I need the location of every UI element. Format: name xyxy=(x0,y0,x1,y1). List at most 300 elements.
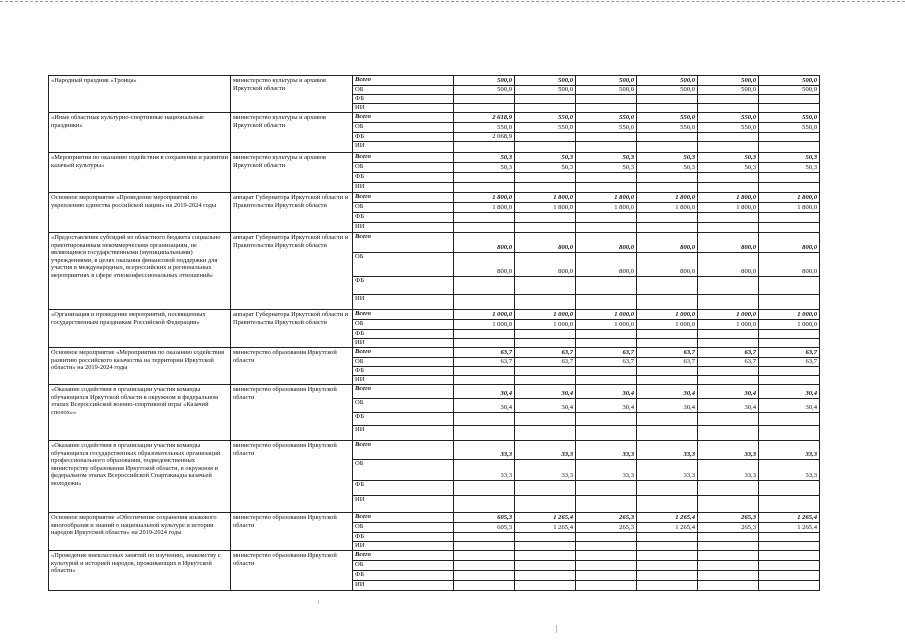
amount-cell-year-2: 63,7 xyxy=(515,348,576,358)
amount-cell-year-4 xyxy=(637,426,698,441)
measure-name-cell: «Оказание содействия в организации участия команды обучающихся Иркутской области в окружном и федеральном этапах Всероссийской военно-спортивной игры «Казачий сполох»» xyxy=(49,385,231,441)
funding-source-cell: ИИ xyxy=(353,142,454,153)
amount-cell-year-3 xyxy=(576,496,637,513)
amount-cell-year-2 xyxy=(515,481,576,496)
amount-cell-year-6: 30,4 xyxy=(759,399,820,413)
amount-cell-year-6: 500,0 xyxy=(759,86,820,95)
amount-cell-year-5: 550,0 xyxy=(698,123,759,133)
amount-cell-year-3: 63,7 xyxy=(576,348,637,358)
amount-cell-year-5: 265,3 xyxy=(698,523,759,533)
amount-cell-year-2: 63,7 xyxy=(515,358,576,367)
funding-source-cell: ОБ xyxy=(353,399,454,413)
amount-cell-year-2 xyxy=(515,104,576,113)
amount-cell-year-2 xyxy=(515,213,576,223)
funding-source-cell: ИИ xyxy=(353,426,454,441)
table-row xyxy=(49,348,820,358)
amount-cell-year-1: 500,0 xyxy=(454,76,515,86)
funding-source-cell: Всего xyxy=(353,310,454,320)
amount-cell-year-6 xyxy=(759,413,820,426)
amount-cell-year-5 xyxy=(698,376,759,385)
amount-cell-year-2: 1 265,4 xyxy=(515,523,576,533)
funding-source-cell: ИИ xyxy=(353,223,454,233)
amount-cell-year-5: 500,0 xyxy=(698,86,759,95)
amount-cell-year-1 xyxy=(454,142,515,153)
amount-cell-year-5 xyxy=(698,142,759,153)
table-row xyxy=(49,551,820,561)
amount-cell-year-4 xyxy=(637,561,698,571)
amount-cell-year-5: 33,3 xyxy=(698,460,759,481)
executor-cell: аппарат Губернатора Иркутской области и Правительства Иркутской области xyxy=(231,233,353,310)
amount-cell-year-5: 800,0 xyxy=(698,233,759,253)
table-row xyxy=(49,153,820,163)
executor-cell: министерство образования Иркутской области xyxy=(231,441,353,513)
amount-cell-year-1: 63,7 xyxy=(454,348,515,358)
amount-cell-year-1 xyxy=(454,339,515,348)
amount-cell-year-4 xyxy=(637,295,698,310)
amount-cell-year-2: 1 000,0 xyxy=(515,310,576,320)
amount-cell-year-2 xyxy=(515,542,576,551)
amount-cell-year-3: 1 800,0 xyxy=(576,203,637,213)
amount-cell-year-3: 1 000,0 xyxy=(576,320,637,330)
amount-cell-year-5 xyxy=(698,173,759,183)
amount-cell-year-3: 265,3 xyxy=(576,523,637,533)
amount-cell-year-5: 265,3 xyxy=(698,513,759,523)
amount-cell-year-1 xyxy=(454,542,515,551)
amount-cell-year-6: 30,4 xyxy=(759,385,820,399)
executor-cell: аппарат Губернатора Иркутской области и Правительства Иркутской области xyxy=(231,193,353,233)
amount-cell-year-4 xyxy=(637,330,698,339)
amount-cell-year-4 xyxy=(637,376,698,385)
amount-cell-year-4 xyxy=(637,95,698,104)
funding-source-cell: ИИ xyxy=(353,542,454,551)
amount-cell-year-6 xyxy=(759,223,820,233)
funding-source-cell: ИИ xyxy=(353,496,454,513)
funding-source-cell: Всего xyxy=(353,385,454,399)
amount-cell-year-3: 33,3 xyxy=(576,441,637,460)
amount-cell-year-5 xyxy=(698,496,759,513)
amount-cell-year-3: 50,3 xyxy=(576,163,637,173)
funding-source-cell: Всего xyxy=(353,513,454,523)
amount-cell-year-2: 1 800,0 xyxy=(515,203,576,213)
amount-cell-year-1: 33,3 xyxy=(454,460,515,481)
amount-cell-year-5 xyxy=(698,561,759,571)
amount-cell-year-6 xyxy=(759,581,820,591)
amount-cell-year-1 xyxy=(454,481,515,496)
amount-cell-year-1 xyxy=(454,183,515,193)
amount-cell-year-6 xyxy=(759,571,820,581)
amount-cell-year-3 xyxy=(576,277,637,295)
amount-cell-year-2 xyxy=(515,367,576,376)
amount-cell-year-6: 1 800,0 xyxy=(759,203,820,213)
amount-cell-year-6 xyxy=(759,295,820,310)
amount-cell-year-4 xyxy=(637,277,698,295)
amount-cell-year-5 xyxy=(698,223,759,233)
scan-edge-line xyxy=(0,1,905,2)
amount-cell-year-1: 1 000,0 xyxy=(454,320,515,330)
funding-source-cell: ОБ xyxy=(353,253,454,277)
amount-cell-year-3: 800,0 xyxy=(576,253,637,277)
amount-cell-year-6 xyxy=(759,426,820,441)
amount-cell-year-6: 33,3 xyxy=(759,460,820,481)
amount-cell-year-4: 1 800,0 xyxy=(637,193,698,203)
amount-cell-year-4 xyxy=(637,533,698,542)
amount-cell-year-4 xyxy=(637,496,698,513)
funding-source-cell: ФБ xyxy=(353,95,454,104)
funding-source-cell: Всего xyxy=(353,113,454,123)
amount-cell-year-1: 30,4 xyxy=(454,399,515,413)
amount-cell-year-5 xyxy=(698,213,759,223)
amount-cell-year-3 xyxy=(576,133,637,142)
amount-cell-year-4: 800,0 xyxy=(637,253,698,277)
amount-cell-year-1 xyxy=(454,376,515,385)
executor-cell: министерство культуры и архивов Иркутской области xyxy=(231,113,353,153)
amount-cell-year-3 xyxy=(576,533,637,542)
amount-cell-year-3 xyxy=(576,295,637,310)
amount-cell-year-4: 550,0 xyxy=(637,113,698,123)
amount-cell-year-3: 265,3 xyxy=(576,513,637,523)
funding-table-container xyxy=(48,75,819,591)
amount-cell-year-4: 1 800,0 xyxy=(637,203,698,213)
executor-cell: министерство культуры и архивов Иркутской области xyxy=(231,76,353,113)
amount-cell-year-6 xyxy=(759,104,820,113)
amount-cell-year-5: 30,4 xyxy=(698,385,759,399)
amount-cell-year-6 xyxy=(759,213,820,223)
amount-cell-year-1: 1 000,0 xyxy=(454,310,515,320)
funding-table xyxy=(48,75,820,591)
amount-cell-year-4: 30,4 xyxy=(637,399,698,413)
amount-cell-year-3 xyxy=(576,376,637,385)
amount-cell-year-5: 1 800,0 xyxy=(698,203,759,213)
amount-cell-year-1: 30,4 xyxy=(454,385,515,399)
funding-source-cell: ФБ xyxy=(353,481,454,496)
amount-cell-year-1 xyxy=(454,173,515,183)
amount-cell-year-3 xyxy=(576,223,637,233)
executor-cell: министерство культуры и архивов Иркутской области xyxy=(231,153,353,193)
measure-name-cell: Основное мероприятие «Мероприятия по оказанию содействия развитию российского казачества на территории Иркутской области» на 2019-2024 годы xyxy=(49,348,231,385)
measure-name-cell: «Организация и проведение мероприятий, посвященных государственным праздникам Российской Федерации» xyxy=(49,310,231,348)
amount-cell-year-5 xyxy=(698,183,759,193)
amount-cell-year-3: 550,0 xyxy=(576,123,637,133)
amount-cell-year-4: 500,0 xyxy=(637,86,698,95)
funding-source-cell: ОБ xyxy=(353,523,454,533)
funding-source-cell: ИИ xyxy=(353,295,454,310)
funding-source-cell: ФБ xyxy=(353,173,454,183)
table-row xyxy=(49,441,820,460)
amount-cell-year-5: 33,3 xyxy=(698,441,759,460)
funding-source-cell: ОБ xyxy=(353,358,454,367)
amount-cell-year-2 xyxy=(515,339,576,348)
amount-cell-year-1: 500,0 xyxy=(454,86,515,95)
amount-cell-year-4: 50,3 xyxy=(637,153,698,163)
amount-cell-year-6: 63,7 xyxy=(759,348,820,358)
amount-cell-year-2 xyxy=(515,426,576,441)
funding-source-cell: ИИ xyxy=(353,183,454,193)
amount-cell-year-2: 800,0 xyxy=(515,253,576,277)
amount-cell-year-6 xyxy=(759,551,820,561)
amount-cell-year-6: 800,0 xyxy=(759,253,820,277)
amount-cell-year-6 xyxy=(759,142,820,153)
amount-cell-year-3 xyxy=(576,183,637,193)
amount-cell-year-6 xyxy=(759,339,820,348)
amount-cell-year-1: 605,3 xyxy=(454,513,515,523)
amount-cell-year-2 xyxy=(515,95,576,104)
funding-source-cell: ОБ xyxy=(353,203,454,213)
measure-name-cell: «Оказание содействия в организации участия команды обучающихся государственных образовательных организаций профессионального образования, подведомственных министерству образования Иркутской области, в окружном и федеральном этапах Всероссийской Спартакиады казачьей молодежи» xyxy=(49,441,231,513)
amount-cell-year-4: 1 000,0 xyxy=(637,320,698,330)
funding-source-cell: ФБ xyxy=(353,277,454,295)
amount-cell-year-6: 800,0 xyxy=(759,233,820,253)
amount-cell-year-3: 30,4 xyxy=(576,399,637,413)
amount-cell-year-5 xyxy=(698,133,759,142)
amount-cell-year-5 xyxy=(698,295,759,310)
funding-source-cell: ОБ xyxy=(353,163,454,173)
amount-cell-year-2 xyxy=(515,133,576,142)
amount-cell-year-1 xyxy=(454,561,515,571)
amount-cell-year-3 xyxy=(576,561,637,571)
amount-cell-year-1: 33,3 xyxy=(454,441,515,460)
amount-cell-year-5: 1 000,0 xyxy=(698,320,759,330)
funding-source-cell: ФБ xyxy=(353,533,454,542)
amount-cell-year-4 xyxy=(637,413,698,426)
amount-cell-year-2 xyxy=(515,173,576,183)
amount-cell-year-4 xyxy=(637,367,698,376)
amount-cell-year-3 xyxy=(576,481,637,496)
amount-cell-year-3: 1 000,0 xyxy=(576,310,637,320)
amount-cell-year-3: 500,0 xyxy=(576,76,637,86)
amount-cell-year-2 xyxy=(515,551,576,561)
amount-cell-year-6 xyxy=(759,183,820,193)
amount-cell-year-4 xyxy=(637,183,698,193)
measure-name-cell: «Иные областные культурно-спортивные национальные праздники» xyxy=(49,113,231,153)
amount-cell-year-5 xyxy=(698,533,759,542)
amount-cell-year-6 xyxy=(759,95,820,104)
amount-cell-year-1 xyxy=(454,95,515,104)
scan-speck xyxy=(556,625,557,633)
amount-cell-year-2 xyxy=(515,142,576,153)
amount-cell-year-5 xyxy=(698,581,759,591)
amount-cell-year-5 xyxy=(698,413,759,426)
amount-cell-year-3: 550,0 xyxy=(576,113,637,123)
amount-cell-year-4: 50,3 xyxy=(637,163,698,173)
amount-cell-year-5 xyxy=(698,426,759,441)
executor-cell: министерство образования Иркутской области xyxy=(231,348,353,385)
funding-source-cell: ФБ xyxy=(353,213,454,223)
funding-source-cell: ОБ xyxy=(353,123,454,133)
amount-cell-year-4: 1 000,0 xyxy=(637,310,698,320)
amount-cell-year-2: 1 000,0 xyxy=(515,320,576,330)
amount-cell-year-6: 33,3 xyxy=(759,441,820,460)
amount-cell-year-4: 33,3 xyxy=(637,441,698,460)
funding-source-cell: ФБ xyxy=(353,413,454,426)
amount-cell-year-1 xyxy=(454,496,515,513)
funding-source-cell: ФБ xyxy=(353,330,454,339)
amount-cell-year-2: 33,3 xyxy=(515,441,576,460)
amount-cell-year-3 xyxy=(576,413,637,426)
amount-cell-year-3 xyxy=(576,581,637,591)
amount-cell-year-6 xyxy=(759,533,820,542)
amount-cell-year-1: 50,3 xyxy=(454,153,515,163)
amount-cell-year-4: 1 265,4 xyxy=(637,513,698,523)
amount-cell-year-5: 63,7 xyxy=(698,358,759,367)
amount-cell-year-6: 1 000,0 xyxy=(759,320,820,330)
amount-cell-year-6: 500,0 xyxy=(759,76,820,86)
amount-cell-year-1: 550,0 xyxy=(454,123,515,133)
funding-source-cell: ИИ xyxy=(353,376,454,385)
amount-cell-year-6: 63,7 xyxy=(759,358,820,367)
amount-cell-year-1: 2 068,9 xyxy=(454,133,515,142)
funding-source-cell: ФБ xyxy=(353,367,454,376)
amount-cell-year-4: 33,3 xyxy=(637,460,698,481)
amount-cell-year-2 xyxy=(515,295,576,310)
amount-cell-year-6 xyxy=(759,561,820,571)
amount-cell-year-2 xyxy=(515,413,576,426)
amount-cell-year-4: 1 265,4 xyxy=(637,523,698,533)
amount-cell-year-6 xyxy=(759,481,820,496)
table-row xyxy=(49,233,820,253)
amount-cell-year-2: 33,3 xyxy=(515,460,576,481)
amount-cell-year-6 xyxy=(759,496,820,513)
amount-cell-year-4 xyxy=(637,142,698,153)
amount-cell-year-1 xyxy=(454,223,515,233)
amount-cell-year-2 xyxy=(515,561,576,571)
amount-cell-year-5 xyxy=(698,339,759,348)
funding-source-cell: Всего xyxy=(353,153,454,163)
amount-cell-year-6: 550,0 xyxy=(759,113,820,123)
funding-source-cell: ИИ xyxy=(353,581,454,591)
amount-cell-year-1 xyxy=(454,213,515,223)
amount-cell-year-3: 30,4 xyxy=(576,385,637,399)
amount-cell-year-2: 30,4 xyxy=(515,399,576,413)
amount-cell-year-5 xyxy=(698,571,759,581)
amount-cell-year-3 xyxy=(576,142,637,153)
amount-cell-year-6 xyxy=(759,330,820,339)
amount-cell-year-1: 2 618,9 xyxy=(454,113,515,123)
amount-cell-year-4 xyxy=(637,481,698,496)
amount-cell-year-3 xyxy=(576,571,637,581)
amount-cell-year-2 xyxy=(515,581,576,591)
amount-cell-year-2 xyxy=(515,223,576,233)
amount-cell-year-5 xyxy=(698,330,759,339)
measure-name-cell: «Мероприятия по оказанию содействия в сохранении и развитии казачьей культуры» xyxy=(49,153,231,193)
amount-cell-year-5: 30,4 xyxy=(698,399,759,413)
amount-cell-year-5 xyxy=(698,481,759,496)
amount-cell-year-1 xyxy=(454,551,515,561)
amount-cell-year-5: 550,0 xyxy=(698,113,759,123)
amount-cell-year-5: 63,7 xyxy=(698,348,759,358)
amount-cell-year-2: 1 800,0 xyxy=(515,193,576,203)
amount-cell-year-2 xyxy=(515,496,576,513)
funding-source-cell: ФБ xyxy=(353,571,454,581)
amount-cell-year-1 xyxy=(454,330,515,339)
amount-cell-year-1 xyxy=(454,581,515,591)
measure-name-cell: Основное мероприятие «Обеспечение сохранения языкового многообразия и знаний о национальной культуре и истории народов Иркутской области» на 2019-2024 годы xyxy=(49,513,231,551)
amount-cell-year-5 xyxy=(698,277,759,295)
amount-cell-year-2 xyxy=(515,533,576,542)
amount-cell-year-1 xyxy=(454,104,515,113)
amount-cell-year-2: 800,0 xyxy=(515,233,576,253)
amount-cell-year-1 xyxy=(454,571,515,581)
amount-cell-year-3: 33,3 xyxy=(576,460,637,481)
amount-cell-year-1: 800,0 xyxy=(454,233,515,253)
amount-cell-year-3 xyxy=(576,104,637,113)
measure-name-cell: «Проведение внеклассных занятий по изучению, знакомству с культурой и историей народов, проживающих в Иркутской области» xyxy=(49,551,231,591)
amount-cell-year-2 xyxy=(515,376,576,385)
amount-cell-year-4 xyxy=(637,213,698,223)
amount-cell-year-5: 50,3 xyxy=(698,153,759,163)
amount-cell-year-3 xyxy=(576,95,637,104)
amount-cell-year-6 xyxy=(759,542,820,551)
amount-cell-year-3: 50,3 xyxy=(576,153,637,163)
amount-cell-year-1 xyxy=(454,277,515,295)
amount-cell-year-5 xyxy=(698,542,759,551)
amount-cell-year-6: 550,0 xyxy=(759,123,820,133)
amount-cell-year-4: 63,7 xyxy=(637,348,698,358)
amount-cell-year-6 xyxy=(759,277,820,295)
table-row xyxy=(49,113,820,123)
amount-cell-year-4 xyxy=(637,339,698,348)
amount-cell-year-1: 1 800,0 xyxy=(454,203,515,213)
amount-cell-year-1: 63,7 xyxy=(454,358,515,367)
amount-cell-year-5: 1 000,0 xyxy=(698,310,759,320)
table-row xyxy=(49,193,820,203)
amount-cell-year-4: 63,7 xyxy=(637,358,698,367)
measure-name-cell: «Предоставление субсидий из областного бюджета социально ориентированным некоммерческим организациям, не являющимся государственными (муниципальными) учреждениями, в целях оказания финансовой поддержки для участия в международных, всероссийских и региональных мероприятиях в сфере этноконфессиональных отношений» xyxy=(49,233,231,310)
amount-cell-year-2 xyxy=(515,571,576,581)
funding-source-cell: ОБ xyxy=(353,320,454,330)
amount-cell-year-5 xyxy=(698,367,759,376)
amount-cell-year-1 xyxy=(454,533,515,542)
amount-cell-year-5: 1 800,0 xyxy=(698,193,759,203)
amount-cell-year-4 xyxy=(637,581,698,591)
amount-cell-year-4: 500,0 xyxy=(637,76,698,86)
amount-cell-year-6 xyxy=(759,367,820,376)
amount-cell-year-1 xyxy=(454,413,515,426)
measure-name-cell: «Народный праздник «Троица» xyxy=(49,76,231,113)
funding-source-cell: Всего xyxy=(353,233,454,253)
amount-cell-year-6: 1 265,4 xyxy=(759,513,820,523)
amount-cell-year-2: 1 265,4 xyxy=(515,513,576,523)
executor-cell: министерство образования Иркутской области xyxy=(231,385,353,441)
amount-cell-year-4: 30,4 xyxy=(637,385,698,399)
amount-cell-year-6 xyxy=(759,376,820,385)
funding-source-cell: ИИ xyxy=(353,104,454,113)
amount-cell-year-1 xyxy=(454,426,515,441)
amount-cell-year-4 xyxy=(637,104,698,113)
amount-cell-year-2: 50,3 xyxy=(515,153,576,163)
amount-cell-year-1 xyxy=(454,295,515,310)
funding-source-cell: ИИ xyxy=(353,339,454,348)
funding-source-cell: Всего xyxy=(353,441,454,460)
amount-cell-year-6: 1 800,0 xyxy=(759,193,820,203)
executor-cell: аппарат Губернатора Иркутской области и Правительства Иркутской области xyxy=(231,310,353,348)
amount-cell-year-4 xyxy=(637,133,698,142)
funding-source-cell: Всего xyxy=(353,76,454,86)
amount-cell-year-1: 800,0 xyxy=(454,253,515,277)
amount-cell-year-3 xyxy=(576,330,637,339)
amount-cell-year-6 xyxy=(759,173,820,183)
amount-cell-year-4 xyxy=(637,551,698,561)
amount-cell-year-3 xyxy=(576,426,637,441)
amount-cell-year-4 xyxy=(637,542,698,551)
amount-cell-year-5: 50,3 xyxy=(698,163,759,173)
executor-cell: министерство образования Иркутской области xyxy=(231,513,353,551)
amount-cell-year-3 xyxy=(576,542,637,551)
amount-cell-year-4: 800,0 xyxy=(637,233,698,253)
amount-cell-year-3 xyxy=(576,551,637,561)
amount-cell-year-2: 30,4 xyxy=(515,385,576,399)
amount-cell-year-1 xyxy=(454,367,515,376)
amount-cell-year-3 xyxy=(576,339,637,348)
